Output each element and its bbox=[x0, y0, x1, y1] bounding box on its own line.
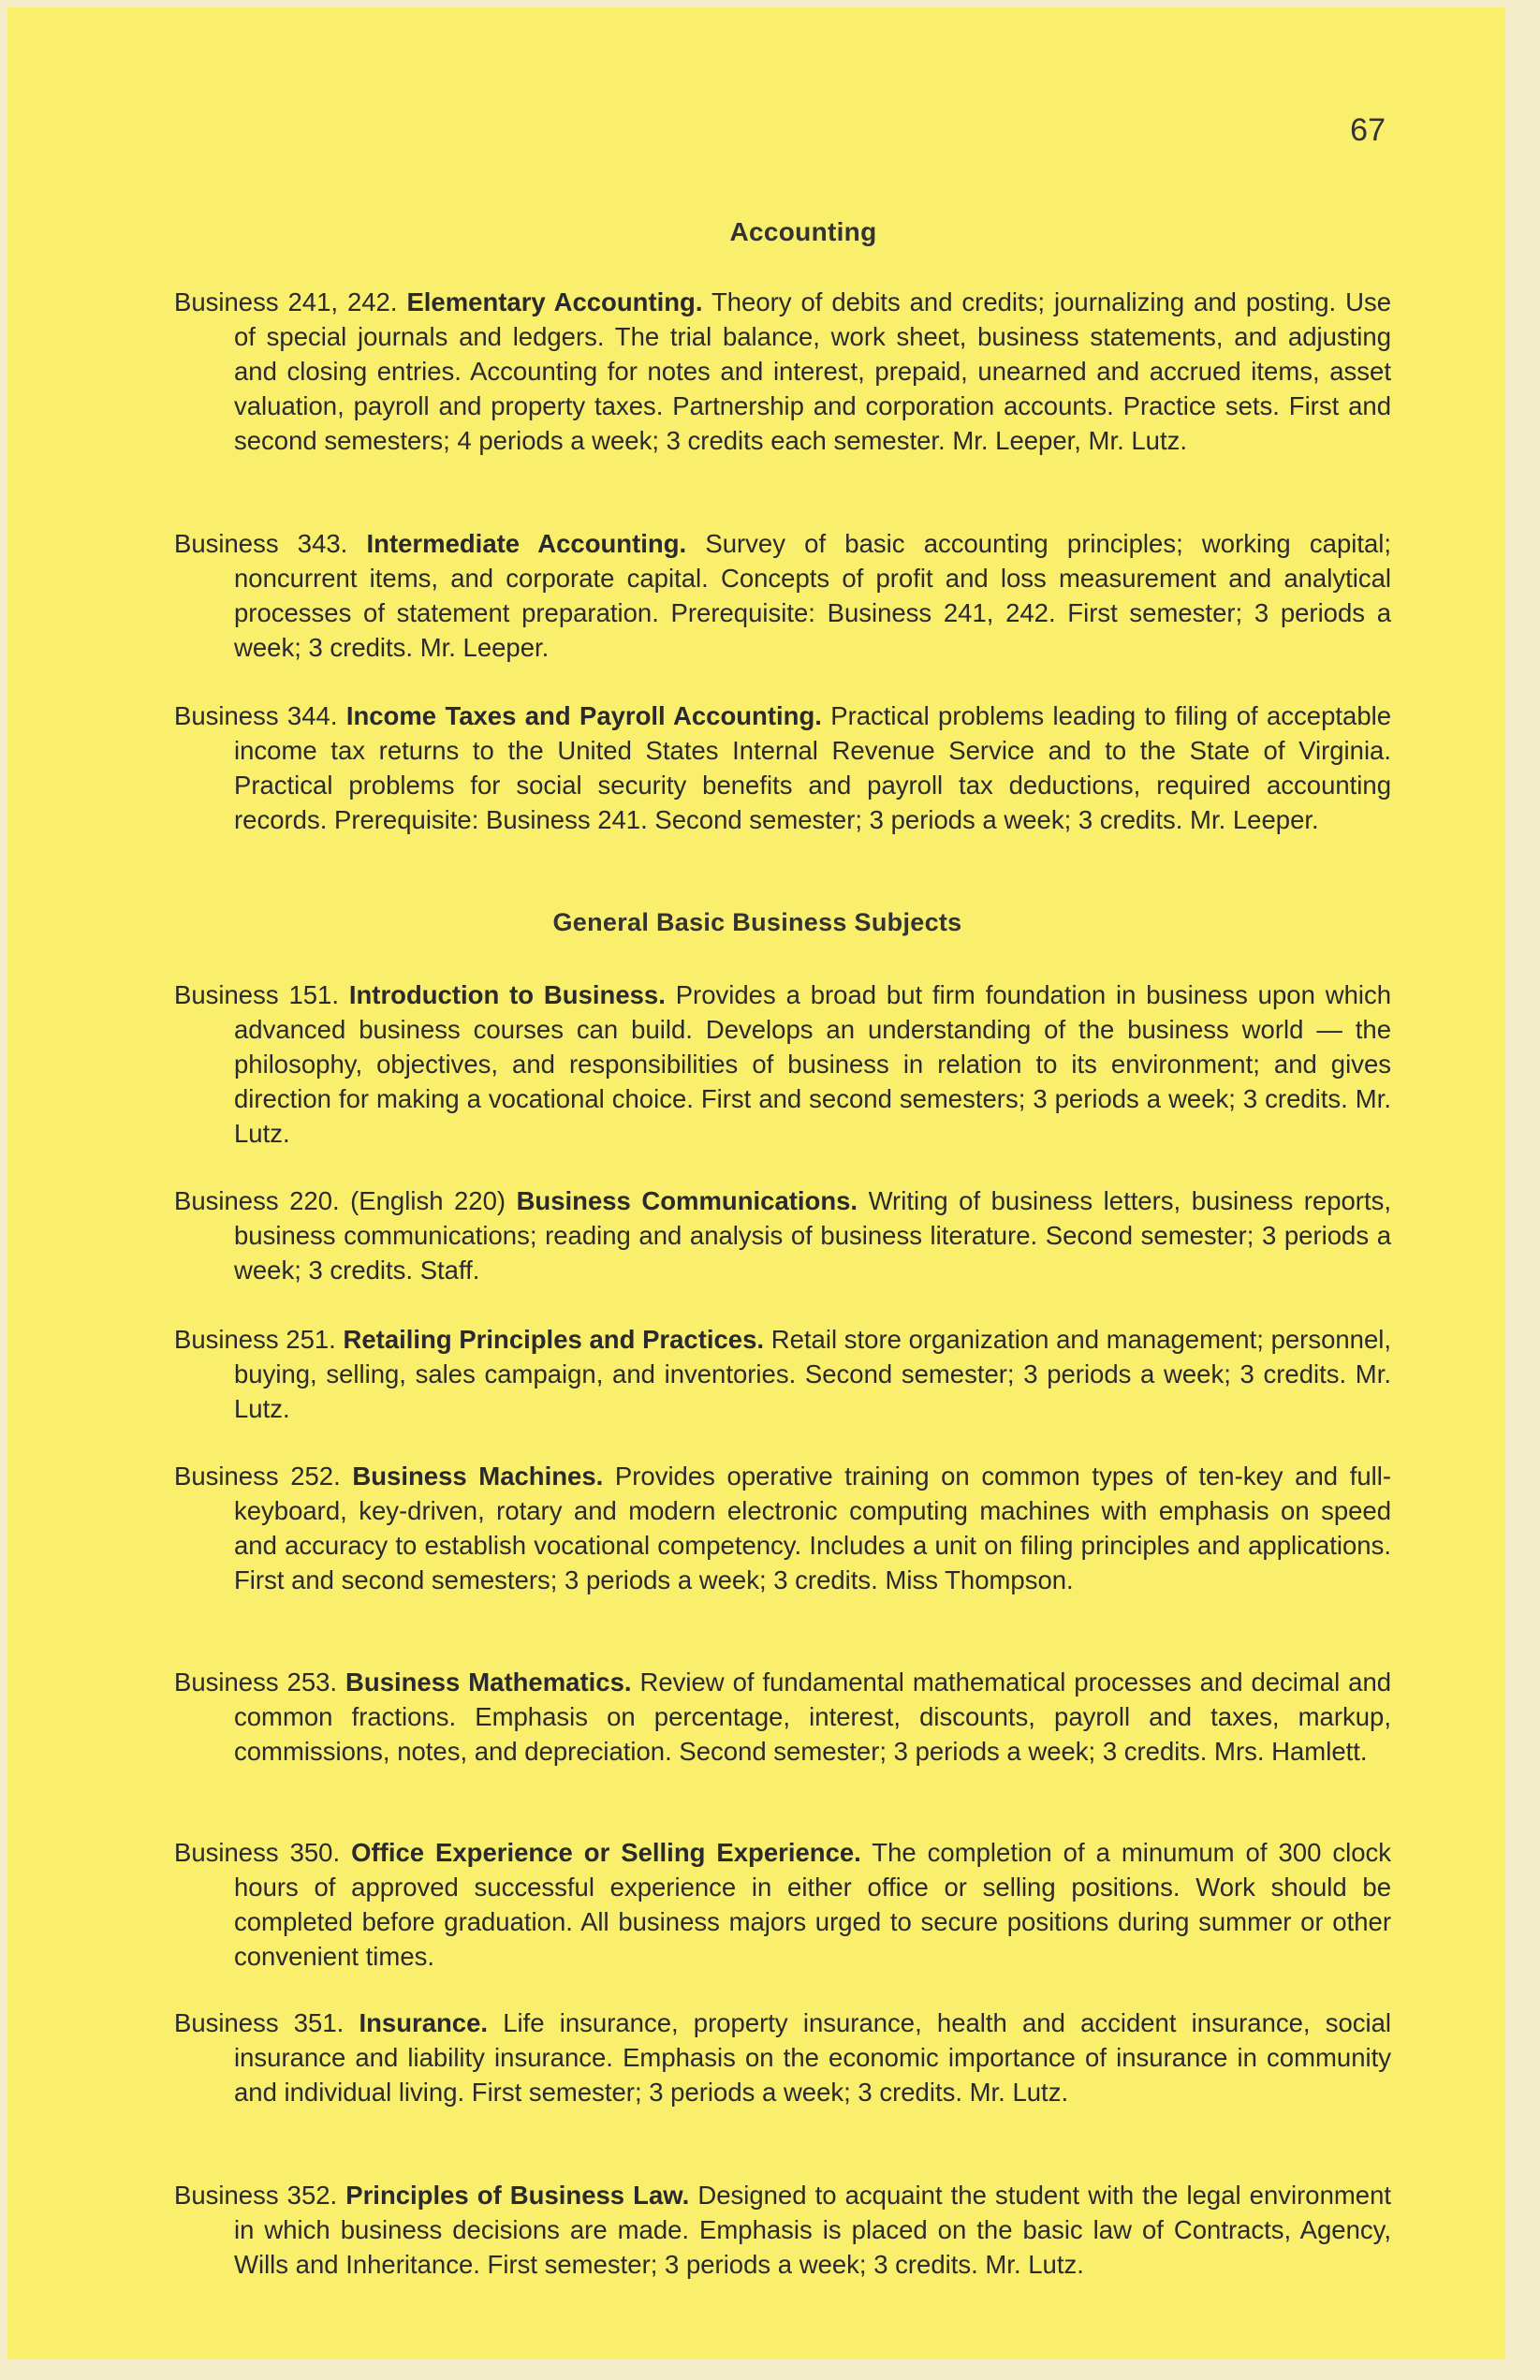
course-description: Review of fundamental mathematical processes and decimal and common fractions. Emphasis on percentage, interest, discounts, payroll and taxes, markup, commissions, notes, and depreciation. Second semester; 3 periods a week; 3 credits. Mrs. Hamlett. bbox=[234, 1667, 1392, 1766]
course-number: Business 220. (English 220) bbox=[174, 1186, 506, 1215]
course-number: Business 343. bbox=[174, 529, 348, 558]
course-number: Business 251. bbox=[174, 1325, 336, 1354]
course-number: Business 350. bbox=[174, 1838, 341, 1867]
course-description: The completion of a minumum of 300 clock hours of approved successful experience in either office or selling positions. Work should be completed before graduation. All business majors urged to secure positions during summer or other convenient times. bbox=[234, 1838, 1392, 1971]
section-heading-general-business: General Basic Business Subjects bbox=[552, 908, 962, 936]
course-entry bbox=[174, 2178, 1391, 2282]
course-description: Provides a broad but firm foundation in business upon which advanced business courses can build. Develops an understanding of the business world — the philosophy, objectives, and responsibilities of business in relation to its environment; and gives direction for making a vocational choice. First and second semesters; 3 periods a week; 3 credits. Mr. Lutz. bbox=[234, 980, 1392, 1148]
course-title: Office Experience or Selling Experience. bbox=[351, 1838, 861, 1867]
course-title: Intermediate Accounting. bbox=[366, 529, 687, 558]
course-entry bbox=[174, 1665, 1391, 1769]
course-entry bbox=[174, 285, 1391, 458]
section-heading-accounting: Accounting bbox=[729, 217, 877, 246]
course-entry bbox=[174, 1459, 1391, 1597]
course-title: Principles of Business Law. bbox=[345, 2181, 690, 2210]
page-number: 67 bbox=[1350, 112, 1386, 148]
course-title: Business Machines. bbox=[352, 1462, 604, 1491]
course-description: Practical problems leading to filing of acceptable income tax returns to the United States Internal Revenue Service and to the State of Virginia. Practical problems for social security benefits and payroll tax deductions, required accounting records. Prerequisite: Business 241. Second semester; 3 periods a week; 3 credits. Mr. Leeper. bbox=[234, 701, 1392, 834]
course-number: Business 241, 242. bbox=[174, 287, 398, 316]
course-title: Elementary Accounting. bbox=[406, 287, 703, 316]
course-entry bbox=[174, 1322, 1391, 1426]
course-entry bbox=[174, 977, 1391, 1151]
course-title: Retailing Principles and Practices. bbox=[343, 1325, 765, 1354]
course-description: Writing of business letters, business reports, business communications; reading and analysis of business literature. Second semester; 3 periods a week; 3 credits. Staff. bbox=[234, 1186, 1391, 1285]
course-entry bbox=[174, 526, 1391, 665]
course-description: Retail store organization and management; personnel, buying, selling, sales campaign, and inventories. Second semester; 3 periods a week; 3 credits. Mr. Lutz. bbox=[234, 1325, 1391, 1423]
course-number: Business 252. bbox=[174, 1462, 341, 1491]
course-entry bbox=[174, 1183, 1391, 1287]
course-title: Business Mathematics. bbox=[345, 1667, 632, 1697]
course-entry bbox=[174, 1835, 1391, 1974]
course-title: Business Communications. bbox=[516, 1186, 858, 1215]
course-title: Insurance. bbox=[359, 2008, 489, 2037]
course-number: Business 151. bbox=[174, 980, 339, 1009]
course-number: Business 351. bbox=[174, 2008, 345, 2037]
course-description: Theory of debits and credits; journalizing and posting. Use of special journals and ledgers. The trial balance, work sheet, business statements, and adjusting and closing entries. Accounting for notes and interest, prepaid, unearned and accrued items, asset valuation, payroll and property taxes. Partnership and corporation accounts. Practice sets. First and second semesters; 4 periods a week; 3 credits each semester. Mr. Leeper, Mr. Lutz. bbox=[234, 287, 1391, 455]
course-description: Designed to acquaint the student with the legal environment in which business decisions are made. Emphasis is placed on the basic law of Contracts, Agency, Wills and Inheritance. First semester; 3 periods a week; 3 credits. Mr. Lutz. bbox=[234, 2181, 1392, 2279]
course-title: Introduction to Business. bbox=[348, 980, 666, 1009]
course-description: Provides operative training on common types of ten-key and full-keyboard, key-driven, rotary and modern electronic computing machines with emphasis on speed and accuracy to establish vocational competency. Includes a unit on filing principles and applications. First and second semesters; 3 periods a week; 3 credits. Miss Thompson. bbox=[234, 1462, 1392, 1594]
catalog-page bbox=[7, 7, 1505, 2359]
course-number: Business 352. bbox=[174, 2181, 338, 2210]
course-number: Business 253. bbox=[174, 1667, 338, 1697]
course-description: Survey of basic accounting principles; working capital; noncurrent items, and corporate capital. Concepts of profit and loss measurement and analytical processes of statement preparation. Prerequisite: Business 241, 242. First semester; 3 periods a week; 3 credits. Mr. Leeper. bbox=[234, 529, 1392, 662]
course-title: Income Taxes and Payroll Accounting. bbox=[345, 701, 822, 730]
course-entry bbox=[174, 2005, 1391, 2109]
course-description: Life insurance, property insurance, health and accident insurance, social insurance and liability insurance. Emphasis on the economic importance of insurance in community and individual living. First semester; 3 periods a week; 3 credits. Mr. Lutz. bbox=[234, 2008, 1392, 2107]
course-number: Business 344. bbox=[174, 701, 338, 730]
course-entry bbox=[174, 698, 1391, 837]
